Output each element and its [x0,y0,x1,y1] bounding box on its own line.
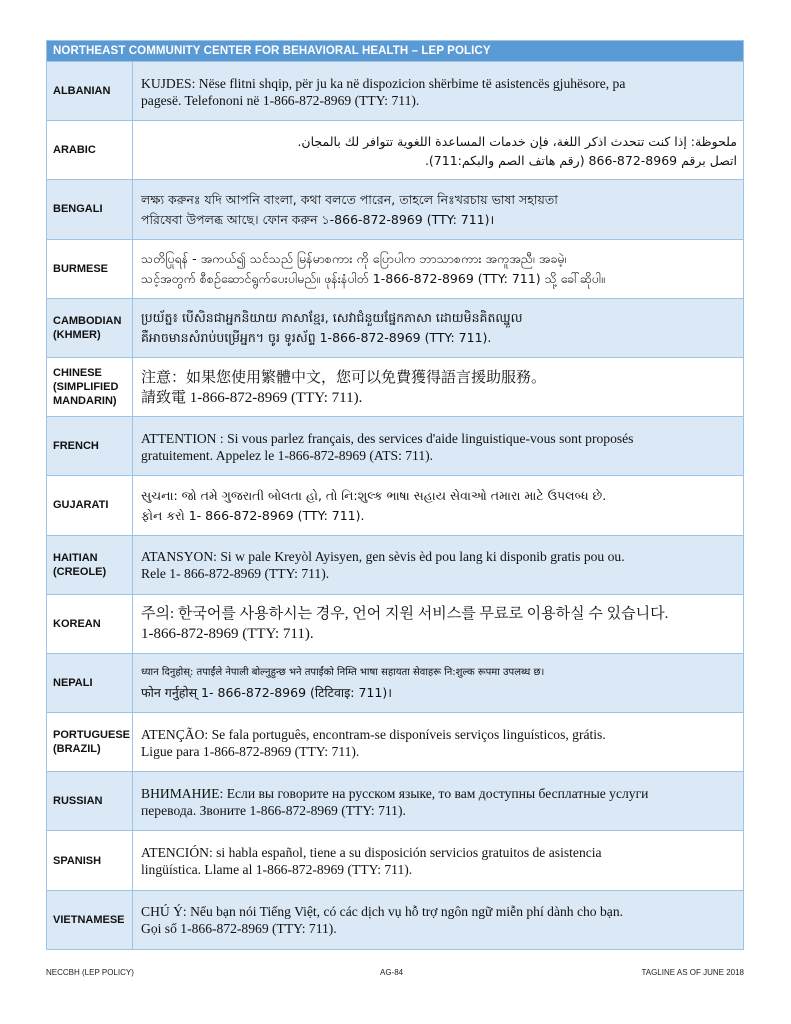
tagline-text [133,358,743,416]
tagline-line: লক্ষ্য করুনঃ যদি আপনি বাংলা, কথা বলতে পারেন, তাহলে নিঃখরচায় ভাষা সহায়তা [141,191,558,207]
tagline-text [133,772,743,830]
language-row [47,535,743,594]
language-rows [47,61,743,949]
language-row [47,179,743,238]
language-row [47,771,743,830]
page-footer [46,968,744,980]
tagline-line: ध्यान दिनुहोस्: तपाईंले नेपाली बोल्नुहुन्छ भने तपाईंको निम्ति भाषा सहायता सेवाहरू नि:शुल्क रूपमा उपलब्ध छ। [141,667,545,679]
language-row [47,890,743,949]
tagline-line: ATANSYON: Si w pale Kreyòl Ayisyen, gen sèvis èd pou lang ki disponib gratis pou ou. [141,549,625,565]
tagline-line: 請致電 1-866-872-8969 (TTY: 711). [141,389,363,406]
tagline-line: Gọi số 1-866-872-8969 (TTY: 711). [141,921,337,937]
language-row [47,120,743,179]
tagline-text [133,299,743,357]
language-name: CAMBODIAN (KHMER) [47,299,133,357]
tagline-line: 注意：如果您使用繁體中文，您可以免費獲得語言援助服務。 [141,369,547,386]
tagline-text [133,536,743,594]
tagline-text [133,713,743,771]
tagline-line: gratuitement. Appelez le 1-866-872-8969 (ATS: 711). [141,447,434,463]
language-name: BENGALI [47,180,133,238]
tagline-line: CHÚ Ý: Nếu bạn nói Tiếng Việt, có các dịch vụ hỗ trợ ngôn ngữ miễn phí dành cho bạn. [141,904,624,920]
tagline-line: pagesë. Telefononi në 1-866-872-8969 (TTY: 711). [141,92,420,108]
language-name: GUJARATI [47,476,133,534]
language-name: SPANISH [47,831,133,889]
language-row [47,653,743,712]
language-name: PORTUGUESE (BRAZIL) [47,713,133,771]
table-title: NORTHEAST COMMUNITY CENTER FOR BEHAVIORAL HEALTH – LEP POLICY [47,41,743,61]
tagline-text [133,62,743,120]
tagline-text [133,831,743,889]
language-name: HAITIAN (CREOLE) [47,536,133,594]
language-row [47,357,743,416]
tagline-line: ATENÇÃO: Se fala português, encontram-se disponíveis serviços linguísticos, grátis. [141,726,606,742]
tagline-line: គឺអាចមានសំរាប់បម្រើអ្នក។ ចូរ ទូរស័ព្ទ 1-866-872-8969 (TTY: 711). [141,330,492,346]
tagline-text [133,595,743,653]
language-row [47,239,743,298]
tagline-line: ملحوظة: إذا كنت تتحدث اذكر اللغة، فإن خدمات المساعدة اللغوية تتوافر لك بالمجان. [297,133,737,149]
language-row [47,475,743,534]
tagline-line: Ligue para 1-866-872-8969 (TTY: 711). [141,743,360,759]
language-name: RUSSIAN [47,772,133,830]
language-name: BURMESE [47,240,133,298]
tagline-line: ATTENTION : Si vous parlez français, des services d'aide linguistique-vous sont proposés [141,430,634,446]
tagline-line: KUJDES: Nëse flitni shqip, për ju ka në dispozicion shërbime të asistencës gjuhësore, pa [141,75,626,91]
tagline-line: اتصل برقم 8969-872-866 (رقم هاتف الصم والبكم:711). [424,152,737,168]
tagline-text [133,654,743,712]
tagline-text [133,476,743,534]
tagline-line: ફોન કરો 1- 866-872-8969 (TTY: 711). [141,507,365,523]
language-name: FRENCH [47,417,133,475]
footer-tagline-date: TAGLINE AS OF JUNE 2018 [641,968,744,977]
tagline-line: သတိပြုရန် - အကယ်၍ သင်သည် မြန်မာစကား ကို ပြောပါက ဘာသာစကား အကူအညီ၊ အခမဲ့၊ [141,251,567,267]
language-name: ALBANIAN [47,62,133,120]
tagline-text [133,240,743,298]
tagline-line: फोन गर्नुहोस् 1- 866-872-8969 (टिटिवाइ: 711)। [141,685,392,701]
footer-document-name: NECCBH (LEP POLICY) [46,968,134,977]
language-row [47,830,743,889]
tagline-line: ប្រយ័ត្ន៖ បើសិនជាអ្នកនិយាយ ភាសាខ្មែរ, សេវាជំនួយផ្នែកភាសា ដោយមិនគិតឈ្នួល [141,310,523,326]
tagline-line: lingüística. Llame al 1-866-872-8969 (TTY: 711). [141,862,413,878]
footer-page-number: AG-84 [380,968,404,977]
tagline-line: સુચના: જો તમે ગુજરાતી બોલતા હો, તો નિ:શુલ્ક ભાષા સહાય સેવાઓ તમારા માટે ઉપલબ્ધ છે. [141,487,607,503]
tagline-line: ATENCIÓN: si habla español, tiene a su disposición servicios gratuitos de asistencia [141,845,602,861]
language-name: KOREAN [47,595,133,653]
language-row [47,298,743,357]
language-name: CHINESE (SIMPLIFIED MANDARIN) [47,358,133,416]
tagline-line: 주의: 한국어를 사용하시는 경우, 언어 지원 서비스를 무료로 이용하실 수 있습니다. [141,606,669,623]
tagline-line: Rele 1- 866-872-8969 (TTY: 711). [141,566,330,582]
language-name: NEPALI [47,654,133,712]
tagline-line: ВНИМАНИЕ: Если вы говорите на русском языке, то вам доступны бесплатные услуги [141,785,649,801]
language-row [47,416,743,475]
tagline-text [133,180,743,238]
tagline-line: 1-866-872-8969 (TTY: 711). [141,626,314,643]
lep-tagline-table [46,40,744,950]
tagline-line: перевода. Звоните 1-866-872-8969 (TTY: 711). [141,802,406,818]
language-row [47,712,743,771]
tagline-line: သင့်အတွက် စီစဉ်ဆောင်ရွက်ပေးပါမည်။ ဖုန်းနံပါတ် 1-866-872-8969 (TTY: 711) သို့ ခေါ်ဆိုပါ။ [141,271,605,287]
language-row [47,61,743,120]
language-name: ARABIC [47,121,133,179]
tagline-line: পরিষেবা উপলব্ধ আছে। ফোন করুন ১-866-872-8969 (TTY: 711)। [141,211,495,227]
tagline-text [133,891,743,949]
tagline-text [133,417,743,475]
language-row [47,594,743,653]
language-name: VIETNAMESE [47,891,133,949]
tagline-text [133,121,743,179]
